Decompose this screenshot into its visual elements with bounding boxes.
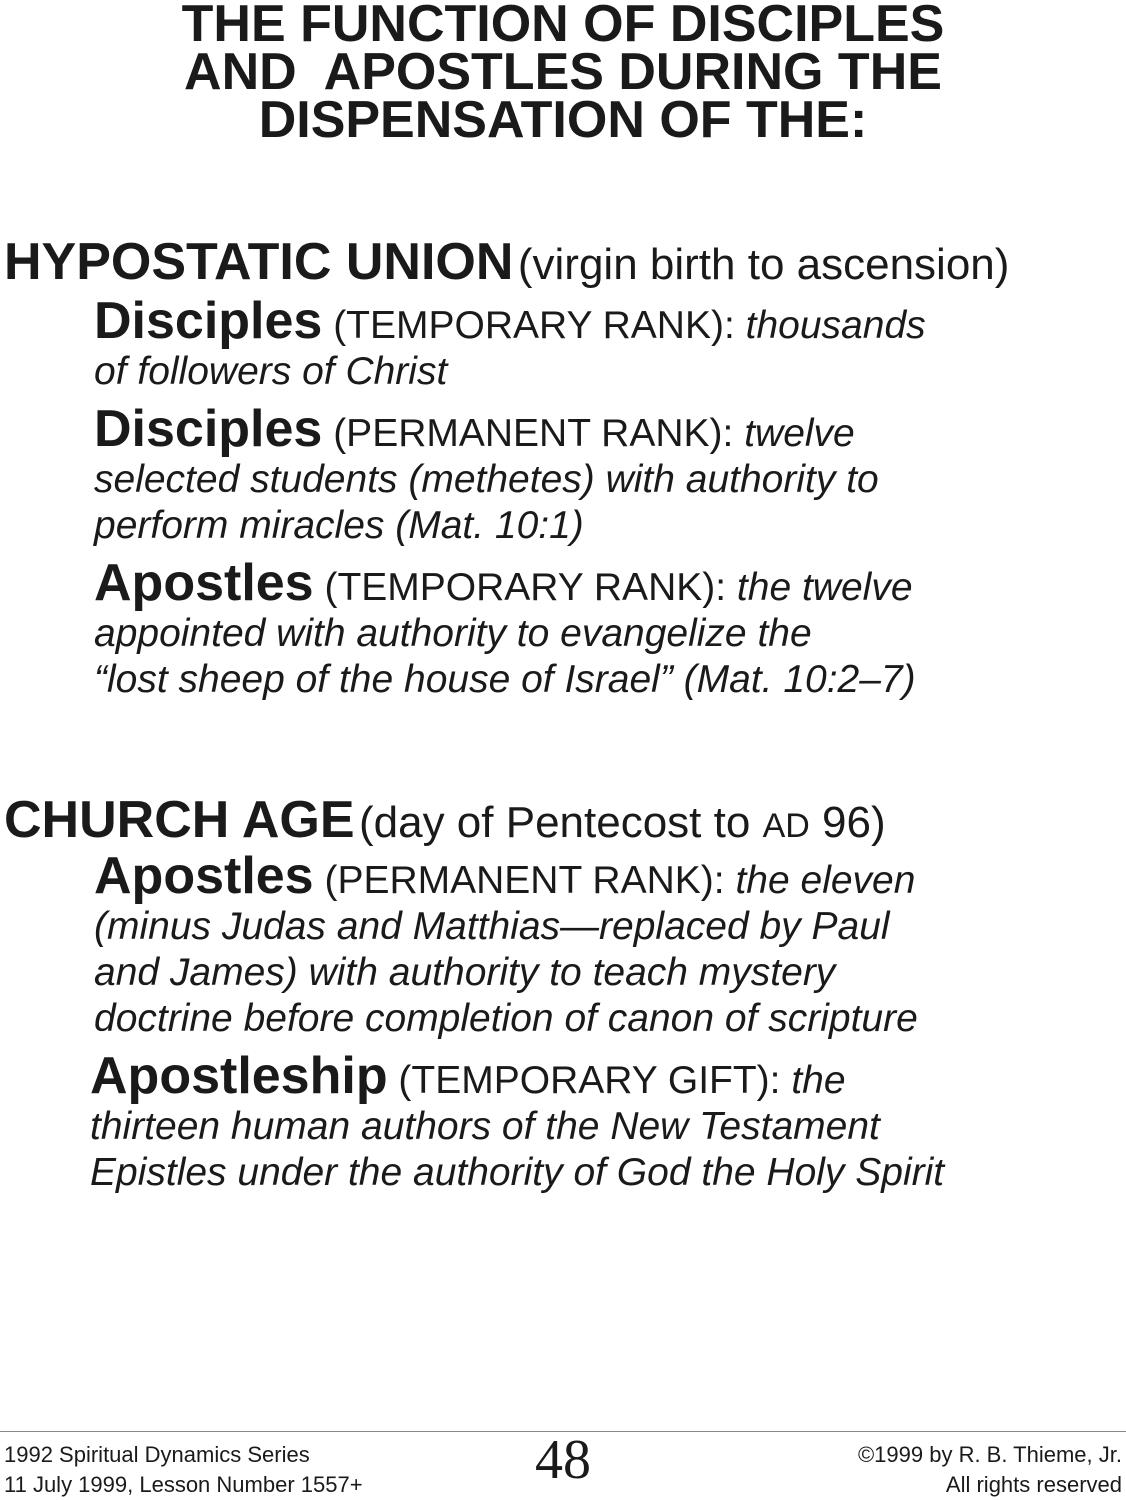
- entry-term: Apostles: [94, 554, 314, 612]
- footer-copyright: ©1999 by R. B. Thieme, Jr.: [857, 1442, 1122, 1467]
- entry-desc-line: “lost sheep of the house of Israel” (Mat. 10:2–7): [94, 658, 916, 701]
- entry-desc-line: perform miracles (Mat. 10:1): [94, 504, 584, 547]
- footer-lesson: 11 July 1999, Lesson Number 1557+: [4, 1472, 363, 1497]
- section-heading-name: CHURCH AGE: [4, 791, 355, 849]
- page-number: 48: [535, 1429, 591, 1491]
- entry-desc: thousands: [745, 304, 926, 347]
- entry-disciples-permanent: [94, 400, 1124, 549]
- page-title: [0, 0, 1126, 149]
- entry-term: Disciples: [94, 400, 323, 458]
- entry-desc-line: selected students (methetes) with authority to: [94, 458, 879, 501]
- entry-disciples-temporary: [94, 292, 1124, 395]
- entry-term: Apostles: [94, 847, 314, 905]
- note-prefix: (day of Pentecost to: [358, 798, 751, 847]
- entry-desc: twelve: [744, 412, 855, 455]
- entry-rank: (TEMPORARY GIFT):: [398, 1059, 781, 1102]
- entry-rank: (TEMPORARY RANK):: [324, 566, 727, 609]
- section-heading-hypostatic-union: [4, 232, 1009, 292]
- entry-desc-line: and James) with authority to teach mystery: [94, 951, 836, 994]
- section-heading-name: HYPOSTATIC UNION: [4, 233, 514, 291]
- entry-desc-line: Epistles under the authority of God the Holy Spirit: [90, 1151, 945, 1194]
- entry-term: Disciples: [94, 292, 323, 350]
- footer-series: 1992 Spiritual Dynamics Series: [4, 1442, 310, 1467]
- entry-rank: (PERMANENT RANK):: [324, 859, 725, 902]
- entry-apostles-permanent: [94, 847, 1124, 1042]
- note-smallcaps: AD: [762, 807, 810, 845]
- entry-apostleship-temporary-gift: [90, 1047, 1120, 1196]
- entry-term: Apostleship: [90, 1047, 388, 1105]
- entry-desc: the: [791, 1059, 846, 1102]
- entry-desc-line: of followers of Christ: [94, 350, 448, 393]
- entry-apostles-temporary: [94, 554, 1124, 703]
- title-line-1: THE FUNCTION OF DISCIPLES: [181, 0, 945, 53]
- note-suffix: 96): [822, 798, 886, 847]
- entry-desc-line: (minus Judas and Matthias—replaced by Paul: [94, 905, 890, 948]
- footer-rights: All rights reserved: [945, 1472, 1122, 1497]
- title-line-3: DISPENSATION OF THE:: [258, 91, 868, 149]
- title-line-2: AND APOSTLES DURING THE: [184, 43, 942, 101]
- entry-desc: the eleven: [735, 859, 916, 902]
- section-heading-note: [359, 798, 886, 847]
- entry-desc-line: thirteen human authors of the New Testament: [90, 1105, 880, 1148]
- entry-desc-line: doctrine before completion of canon of scripture: [94, 997, 918, 1040]
- section-heading-church-age: [4, 790, 886, 850]
- entry-desc: the twelve: [736, 566, 913, 609]
- footer-right: [858, 1440, 1122, 1500]
- entry-desc-line: appointed with authority to evangelize the: [94, 612, 812, 655]
- section-heading-note: (virgin birth to ascension): [517, 240, 1010, 289]
- entry-rank: (TEMPORARY RANK):: [333, 304, 735, 347]
- entry-rank: (PERMANENT RANK):: [333, 412, 734, 455]
